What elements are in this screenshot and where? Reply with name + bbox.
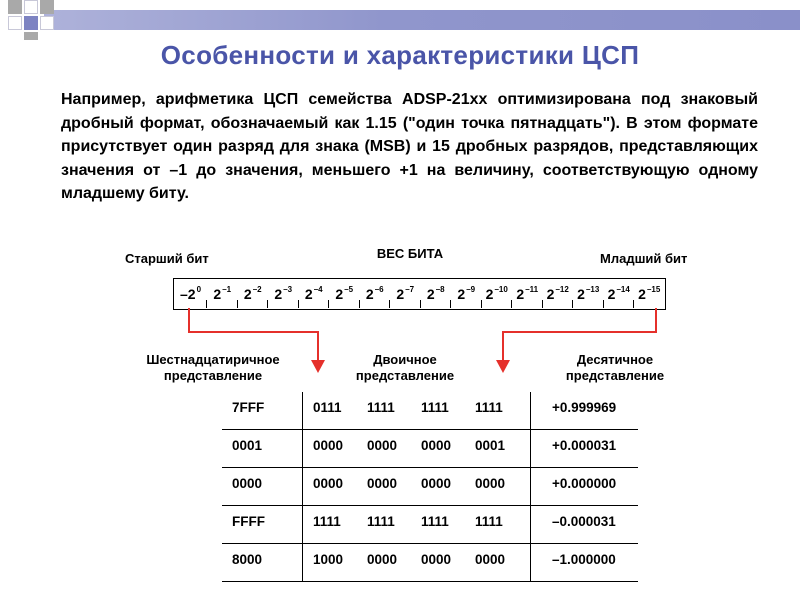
bit-weight-base: 2	[426, 286, 435, 302]
binary-nibble: 0000	[367, 552, 398, 567]
bit-divider-tick	[633, 300, 634, 308]
table-row	[222, 392, 638, 430]
table-row	[222, 430, 638, 468]
bit-weight-cell	[360, 279, 391, 309]
table-row	[222, 468, 638, 506]
decimal-value: +0.000031	[552, 438, 617, 453]
binary-nibble: 0001	[475, 438, 506, 453]
bit-divider-tick	[603, 300, 604, 308]
bit-weight-exponent: –6	[374, 284, 384, 294]
binary-nibble: 1111	[421, 400, 449, 415]
bit-weight-cell	[268, 279, 299, 309]
decimal-value: +0.000000	[552, 476, 617, 491]
bit-weight-base: 2	[638, 286, 646, 302]
bit-weight-base: 2	[457, 286, 466, 302]
binary-nibble: 0000	[421, 552, 452, 567]
binary-nibble: 0000	[475, 552, 506, 567]
bit-weight-base: 2	[546, 286, 555, 302]
bit-weight-exponent: –11	[525, 284, 539, 294]
hex-value: FFFF	[232, 514, 265, 529]
deco-square	[24, 32, 38, 40]
bit-divider-tick	[511, 300, 512, 308]
bit-weight-cell	[299, 279, 330, 309]
table-row	[222, 544, 638, 582]
bit-weight-cell	[604, 279, 635, 309]
decimal-header: Десятичное представление	[565, 352, 665, 383]
row-separator	[222, 581, 638, 582]
hex-header: Шестнадцатиричное представление	[146, 352, 280, 383]
deco-square	[24, 16, 38, 30]
bit-weight-base: 2	[304, 286, 313, 302]
bit-weight-base: 2	[335, 286, 344, 302]
binary-nibble: 1111	[367, 514, 395, 529]
bit-divider-tick	[237, 300, 238, 308]
bit-weight-cell	[207, 279, 238, 309]
bit-weight-exponent: –8	[435, 284, 445, 294]
bit-weight-cell	[329, 279, 360, 309]
bit-divider-tick	[572, 300, 573, 308]
binary-nibble: 1111	[421, 514, 449, 529]
deco-square	[24, 0, 38, 14]
bit-divider-tick	[267, 300, 268, 308]
bit-weight-exponent: –12	[555, 284, 569, 294]
bit-weight-base: 2	[396, 286, 405, 302]
decimal-value: –1.000000	[552, 552, 616, 567]
bit-divider-tick	[542, 300, 543, 308]
binary-nibble: 1111	[475, 514, 503, 529]
deco-square	[40, 16, 54, 30]
bit-divider-tick	[328, 300, 329, 308]
binary-nibble: 0000	[475, 476, 506, 491]
bit-weight-label: ВЕС БИТА	[376, 246, 444, 261]
bit-weight-exponent: 0	[196, 284, 202, 294]
table-row	[222, 506, 638, 544]
binary-nibble: 1111	[367, 400, 395, 415]
binary-nibble: 0000	[367, 438, 398, 453]
binary-nibble: 0111	[313, 400, 342, 415]
bit-divider-tick	[450, 300, 451, 308]
hex-value: 0001	[232, 438, 263, 453]
header-gradient-band	[44, 10, 800, 30]
bit-weight-cell	[390, 279, 421, 309]
bit-divider-tick	[389, 300, 390, 308]
binary-nibble: 0000	[421, 476, 452, 491]
bit-weight-base: 2	[243, 286, 252, 302]
binary-nibble: 0000	[367, 476, 398, 491]
deco-square	[8, 0, 22, 14]
bit-weight-cell	[174, 279, 207, 309]
hex-value: 7FFF	[232, 400, 265, 415]
lsb-label: Младший бит	[600, 251, 688, 266]
bit-divider-tick	[298, 300, 299, 308]
binary-nibble: 0000	[313, 476, 344, 491]
msb-label: Старший бит	[125, 251, 209, 266]
deco-square	[40, 0, 54, 14]
binary-nibble: 1111	[313, 514, 341, 529]
bit-divider-tick	[359, 300, 360, 308]
decimal-value: –0.000031	[552, 514, 616, 529]
bit-weight-exponent: –13	[585, 284, 600, 294]
binary-header: Двоичное представление	[355, 352, 455, 383]
bit-weight-base: 2	[213, 286, 222, 302]
slide-header-decoration	[0, 0, 800, 42]
bit-weight-base: 2	[365, 286, 374, 302]
bit-weight-cell	[421, 279, 452, 309]
bit-weight-exponent: –5	[344, 284, 354, 294]
bit-weight-cell	[634, 279, 665, 309]
bit-weight-exponent: –9	[466, 284, 476, 294]
bit-weight-exponent: –15	[646, 284, 661, 294]
slide-title: Особенности и характеристики ЦСП	[160, 40, 640, 70]
bit-weight-base: –2	[179, 286, 196, 302]
bit-weight-base: 2	[577, 286, 585, 302]
deco-square	[8, 16, 22, 30]
bit-weight-exponent: –14	[616, 284, 630, 294]
bit-weight-base: 2	[485, 286, 494, 302]
bit-weight-cell	[543, 279, 574, 309]
binary-nibble: 0000	[421, 438, 452, 453]
bit-weight-cell	[238, 279, 269, 309]
bit-weight-cell	[573, 279, 604, 309]
bit-weight-cell	[482, 279, 513, 309]
bit-weight-exponent: –10	[494, 284, 508, 294]
bit-weight-base: 2	[516, 286, 525, 302]
bit-weight-exponent: –7	[405, 284, 415, 294]
binary-nibble: 1111	[475, 400, 503, 415]
binary-nibble: 1000	[313, 552, 344, 567]
bit-divider-tick	[206, 300, 207, 308]
bit-weight-cell	[512, 279, 543, 309]
binary-nibble: 0000	[313, 438, 344, 453]
bit-weight-base: 2	[274, 286, 283, 302]
hex-value: 8000	[232, 552, 263, 567]
bit-weight-base: 2	[607, 286, 616, 302]
bit-divider-tick	[481, 300, 482, 308]
decimal-value: +0.999969	[552, 400, 617, 415]
bit-divider-tick	[420, 300, 421, 308]
slide-paragraph: Например, арифметика ЦСП семейства ADSP-21xx оптимизирована под знаковый дробный формат, обозначаемый как 1.15 ("один точка пятнадцать"). В этом формате присутствует один разряд для знака (MSB) и 15 дробных разрядов, представляющих значения от –1 до значения, меньшего +1 на величину, соответствующую одному младшему биту.	[61, 91, 758, 202]
hex-value: 0000	[232, 476, 263, 491]
bit-weight-cell	[451, 279, 482, 309]
bit-weight-exponent: –4	[313, 284, 323, 294]
bit-weight-exponent: –2	[252, 284, 262, 294]
bit-weight-exponent: –1	[222, 284, 232, 294]
bit-weight-exponent: –3	[283, 284, 293, 294]
